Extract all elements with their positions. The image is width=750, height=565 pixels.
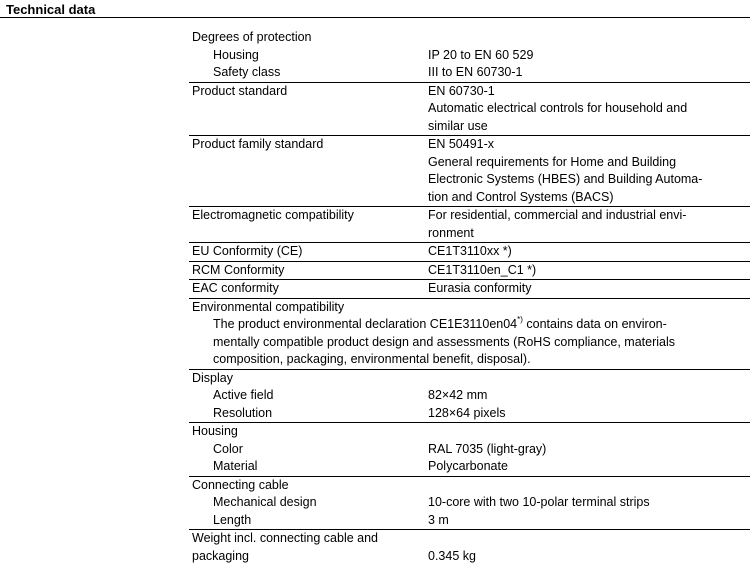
color-label: Color (189, 441, 428, 459)
product-standard-value-1: EN 60730-1 (428, 83, 750, 101)
product-standard-value-3: similar use (428, 118, 750, 136)
protection-heading: Degrees of protection (189, 29, 428, 47)
family-standard-value-3: Electronic Systems (HBES) and Building Automa- (428, 171, 750, 189)
table-row-eu-conformity (189, 243, 750, 262)
emc-label: Electromagnetic compatibility (189, 207, 428, 225)
section-title: Technical data (6, 2, 95, 17)
table-row-display (189, 370, 750, 424)
table-row-product-standard (189, 83, 750, 137)
title-rule (0, 17, 750, 18)
family-standard-value-4: tion and Control Systems (BACS) (428, 189, 750, 207)
environmental-heading: Environmental compatibility (189, 299, 428, 317)
safety-class-value: III to EN 60730-1 (428, 64, 750, 82)
family-standard-value-1: EN 50491-x (428, 136, 750, 154)
resolution-value: 128×64 pixels (428, 405, 750, 423)
material-value: Polycarbonate (428, 458, 750, 476)
housing-heading: Housing (189, 423, 428, 441)
table-row-housing (189, 423, 750, 477)
active-field-label: Active field (189, 387, 428, 405)
mechanical-design-label: Mechanical design (189, 494, 428, 512)
connecting-cable-heading: Connecting cable (189, 477, 428, 495)
emc-value-1: For residential, commercial and industrial envi- (428, 207, 750, 225)
weight-label-line-1: Weight incl. connecting cable and (189, 530, 428, 548)
environmental-text-line-1: The product environmental declaration CE1E3110en04*) contains data on environ- (189, 316, 750, 334)
eu-conformity-value: CE1T3110xx *) (428, 243, 750, 261)
family-standard-value-2: General requirements for Home and Building (428, 154, 750, 172)
safety-class-label: Safety class (189, 64, 428, 82)
table-row-weight (189, 530, 750, 565)
table-row-family-standard (189, 136, 750, 207)
product-standard-value-2: Automatic electrical controls for household and (428, 100, 750, 118)
rcm-conformity-label: RCM Conformity (189, 262, 428, 280)
color-value: RAL 7035 (light-gray) (428, 441, 750, 459)
eu-conformity-label: EU Conformity (CE) (189, 243, 428, 261)
family-standard-label: Product family standard (189, 136, 428, 154)
technical-data-table (189, 29, 750, 565)
weight-label-line-2: packaging (189, 548, 428, 565)
rcm-conformity-value: CE1T3110en_C1 *) (428, 262, 750, 280)
table-row-protection (189, 29, 750, 83)
environmental-text-line-2: mentally compatible product design and assessments (RoHS compliance, materials (189, 334, 750, 352)
mechanical-design-value: 10-core with two 10-polar terminal strips (428, 494, 750, 512)
length-value: 3 m (428, 512, 750, 530)
table-row-rcm-conformity (189, 262, 750, 281)
active-field-value: 82×42 mm (428, 387, 750, 405)
table-row-eac-conformity (189, 280, 750, 299)
product-standard-label: Product standard (189, 83, 428, 101)
length-label: Length (189, 512, 428, 530)
weight-value: 0.345 kg (428, 548, 750, 565)
table-row-connecting-cable (189, 477, 750, 531)
footnote-marker: *) (517, 315, 523, 324)
eac-conformity-value: Eurasia conformity (428, 280, 750, 298)
eac-conformity-label: EAC conformity (189, 280, 428, 298)
housing-protection-label: Housing (189, 47, 428, 65)
table-row-environmental (189, 299, 750, 370)
display-heading: Display (189, 370, 428, 388)
resolution-label: Resolution (189, 405, 428, 423)
material-label: Material (189, 458, 428, 476)
emc-value-2: ronment (428, 225, 750, 243)
table-row-emc (189, 207, 750, 243)
housing-protection-value: IP 20 to EN 60 529 (428, 47, 750, 65)
environmental-text-line-3: composition, packaging, environmental benefit, disposal). (189, 351, 750, 369)
